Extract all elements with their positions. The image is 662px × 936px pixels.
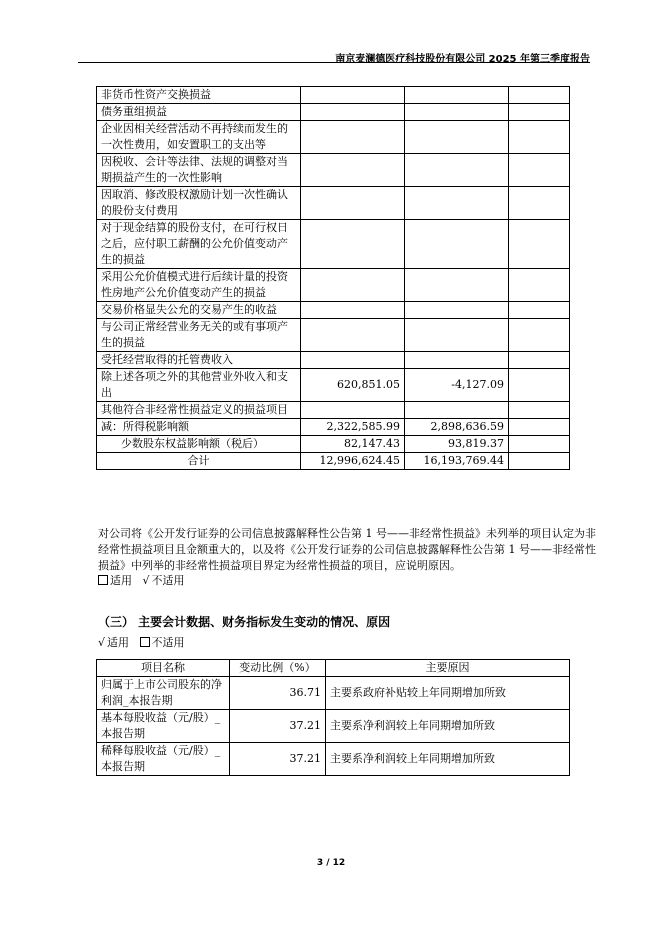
note-cell — [509, 369, 570, 402]
current-period-cell: 620,851.05 — [301, 369, 405, 402]
ytd-cell: -4,127.09 — [405, 369, 509, 402]
current-period-cell: 12,996,624.45 — [301, 453, 405, 470]
section-title: （三） 主要会计数据、财务指标发生变动的情况、原因 — [98, 615, 391, 629]
ytd-cell — [405, 104, 509, 121]
not-applicable-label: 不适用 — [151, 574, 185, 587]
table-row — [97, 220, 570, 269]
table-row — [97, 402, 570, 419]
ytd-cell: 16,193,769.44 — [405, 453, 509, 470]
current-period-cell: 2,322,585.99 — [301, 419, 405, 436]
table-row — [97, 352, 570, 369]
current-period-cell — [301, 187, 405, 220]
note-cell — [509, 453, 570, 470]
item-cell: 受托经营取得的托管费收入 — [97, 352, 301, 369]
item-cell: 减：所得税影响额 — [97, 419, 301, 436]
note-cell — [509, 87, 570, 104]
reason-cell: 主要系净利润较上年同期增加所致 — [326, 710, 570, 743]
ytd-cell — [405, 87, 509, 104]
applicable-label: 适用 — [110, 574, 132, 587]
current-period-cell — [301, 402, 405, 419]
item-cell: 企业因相关经营活动不再持续而发生的一次性费用，如安置职工的支出等 — [97, 121, 301, 154]
current-period-cell — [301, 352, 405, 369]
current-period-cell: 82,147.43 — [301, 436, 405, 453]
not-applicable-checkbox[interactable] — [140, 637, 150, 647]
table-row — [97, 319, 570, 352]
note-cell — [509, 419, 570, 436]
ytd-cell — [405, 154, 509, 187]
table-row — [97, 710, 570, 743]
item-cell: 其他符合非经常性损益定义的损益项目 — [97, 402, 301, 419]
table-row — [97, 104, 570, 121]
current-period-cell — [301, 220, 405, 269]
note-cell — [509, 269, 570, 302]
reason-cell: 主要系净利润较上年同期增加所致 — [326, 743, 570, 776]
column-header: 主要原因 — [326, 660, 570, 677]
table-row — [97, 677, 570, 710]
current-period-cell — [301, 87, 405, 104]
item-cell: 非货币性资产交换损益 — [97, 87, 301, 104]
note-cell — [509, 302, 570, 319]
ytd-cell — [405, 402, 509, 419]
applicability-options — [98, 636, 185, 650]
nonrecurring-gains-table — [96, 86, 570, 470]
check-mark-icon: √ — [142, 574, 150, 587]
item-cell: 归属于上市公司股东的净利润_本报告期 — [97, 677, 230, 710]
applicable-checkbox[interactable] — [98, 575, 108, 585]
note-cell — [509, 187, 570, 220]
note-cell — [509, 154, 570, 187]
ytd-cell — [405, 220, 509, 269]
reason-cell: 主要系政府补贴较上年同期增加所致 — [326, 677, 570, 710]
ytd-cell — [405, 121, 509, 154]
item-cell: 少数股东权益影响额（税后） — [97, 436, 301, 453]
item-cell: 交易价格显失公允的交易产生的收益 — [97, 302, 301, 319]
change-reasons-table — [96, 659, 570, 776]
column-header: 项目名称 — [97, 660, 230, 677]
explanation-paragraph: 对公司将《公开发行证券的公司信息披露解释性公告第 1 号——非经常性损益》未列举的项目认定为非经常性损益项目且金额重大的，以及将《公开发行证券的公司信息披露解释性公告第 1 号——非经常性损益》中列举的非经常性损益项目界定为经常性损益的项目，应说明原因。 — [98, 527, 596, 572]
ratio-cell: 36.71 — [230, 677, 326, 710]
table-row — [97, 302, 570, 319]
current-period-cell — [301, 319, 405, 352]
note-cell — [509, 220, 570, 269]
ytd-cell: 93,819.37 — [405, 436, 509, 453]
table-row — [97, 269, 570, 302]
note-cell — [509, 352, 570, 369]
note-cell — [509, 436, 570, 453]
table-row — [97, 154, 570, 187]
ratio-cell: 37.21 — [230, 710, 326, 743]
report-header-title: 南京麦澜德医疗科技股份有限公司 2025 年第三季度报告 — [335, 54, 590, 65]
table-row — [97, 369, 570, 402]
item-cell: 采用公允价值模式进行后续计量的投资性房地产公允价值变动产生的损益 — [97, 269, 301, 302]
note-cell — [509, 104, 570, 121]
table-header-row — [97, 660, 570, 677]
header-divider — [78, 62, 590, 63]
table-row — [97, 87, 570, 104]
page-number: 3 / 12 — [316, 858, 346, 868]
table-row — [97, 187, 570, 220]
not-applicable-label: 不适用 — [151, 636, 185, 649]
table-row — [97, 436, 570, 453]
current-period-cell — [301, 302, 405, 319]
note-cell — [509, 319, 570, 352]
item-cell: 对于现金结算的股份支付，在可行权日之后，应付职工薪酬的公允价值变动产生的损益 — [97, 220, 301, 269]
current-period-cell — [301, 154, 405, 187]
current-period-cell — [301, 269, 405, 302]
ytd-cell: 2,898,636.59 — [405, 419, 509, 436]
table-row — [97, 419, 570, 436]
applicable-label: 适用 — [107, 636, 130, 649]
ytd-cell — [405, 319, 509, 352]
column-header: 变动比例（%） — [230, 660, 326, 677]
current-period-cell — [301, 121, 405, 154]
ytd-cell — [405, 269, 509, 302]
table-row — [97, 743, 570, 776]
table-row — [97, 121, 570, 154]
current-period-cell — [301, 104, 405, 121]
item-cell: 因取消、修改股权激励计划一次性确认的股份支付费用 — [97, 187, 301, 220]
check-mark-icon: √ — [98, 636, 106, 649]
item-cell: 除上述各项之外的其他营业外收入和支出 — [97, 369, 301, 402]
table-row-total — [97, 453, 570, 470]
item-cell: 合计 — [97, 453, 301, 470]
item-cell: 因税收、会计等法律、法规的调整对当期损益产生的一次性影响 — [97, 154, 301, 187]
note-cell — [509, 402, 570, 419]
item-cell: 基本每股收益（元/股）_本报告期 — [97, 710, 230, 743]
note-cell — [509, 121, 570, 154]
ytd-cell — [405, 352, 509, 369]
ratio-cell: 37.21 — [230, 743, 326, 776]
ytd-cell — [405, 187, 509, 220]
applicability-options — [98, 574, 185, 588]
item-cell: 稀释每股收益（元/股）_本报告期 — [97, 743, 230, 776]
ytd-cell — [405, 302, 509, 319]
item-cell: 与公司正常经营业务无关的或有事项产生的损益 — [97, 319, 301, 352]
item-cell: 债务重组损益 — [97, 104, 301, 121]
